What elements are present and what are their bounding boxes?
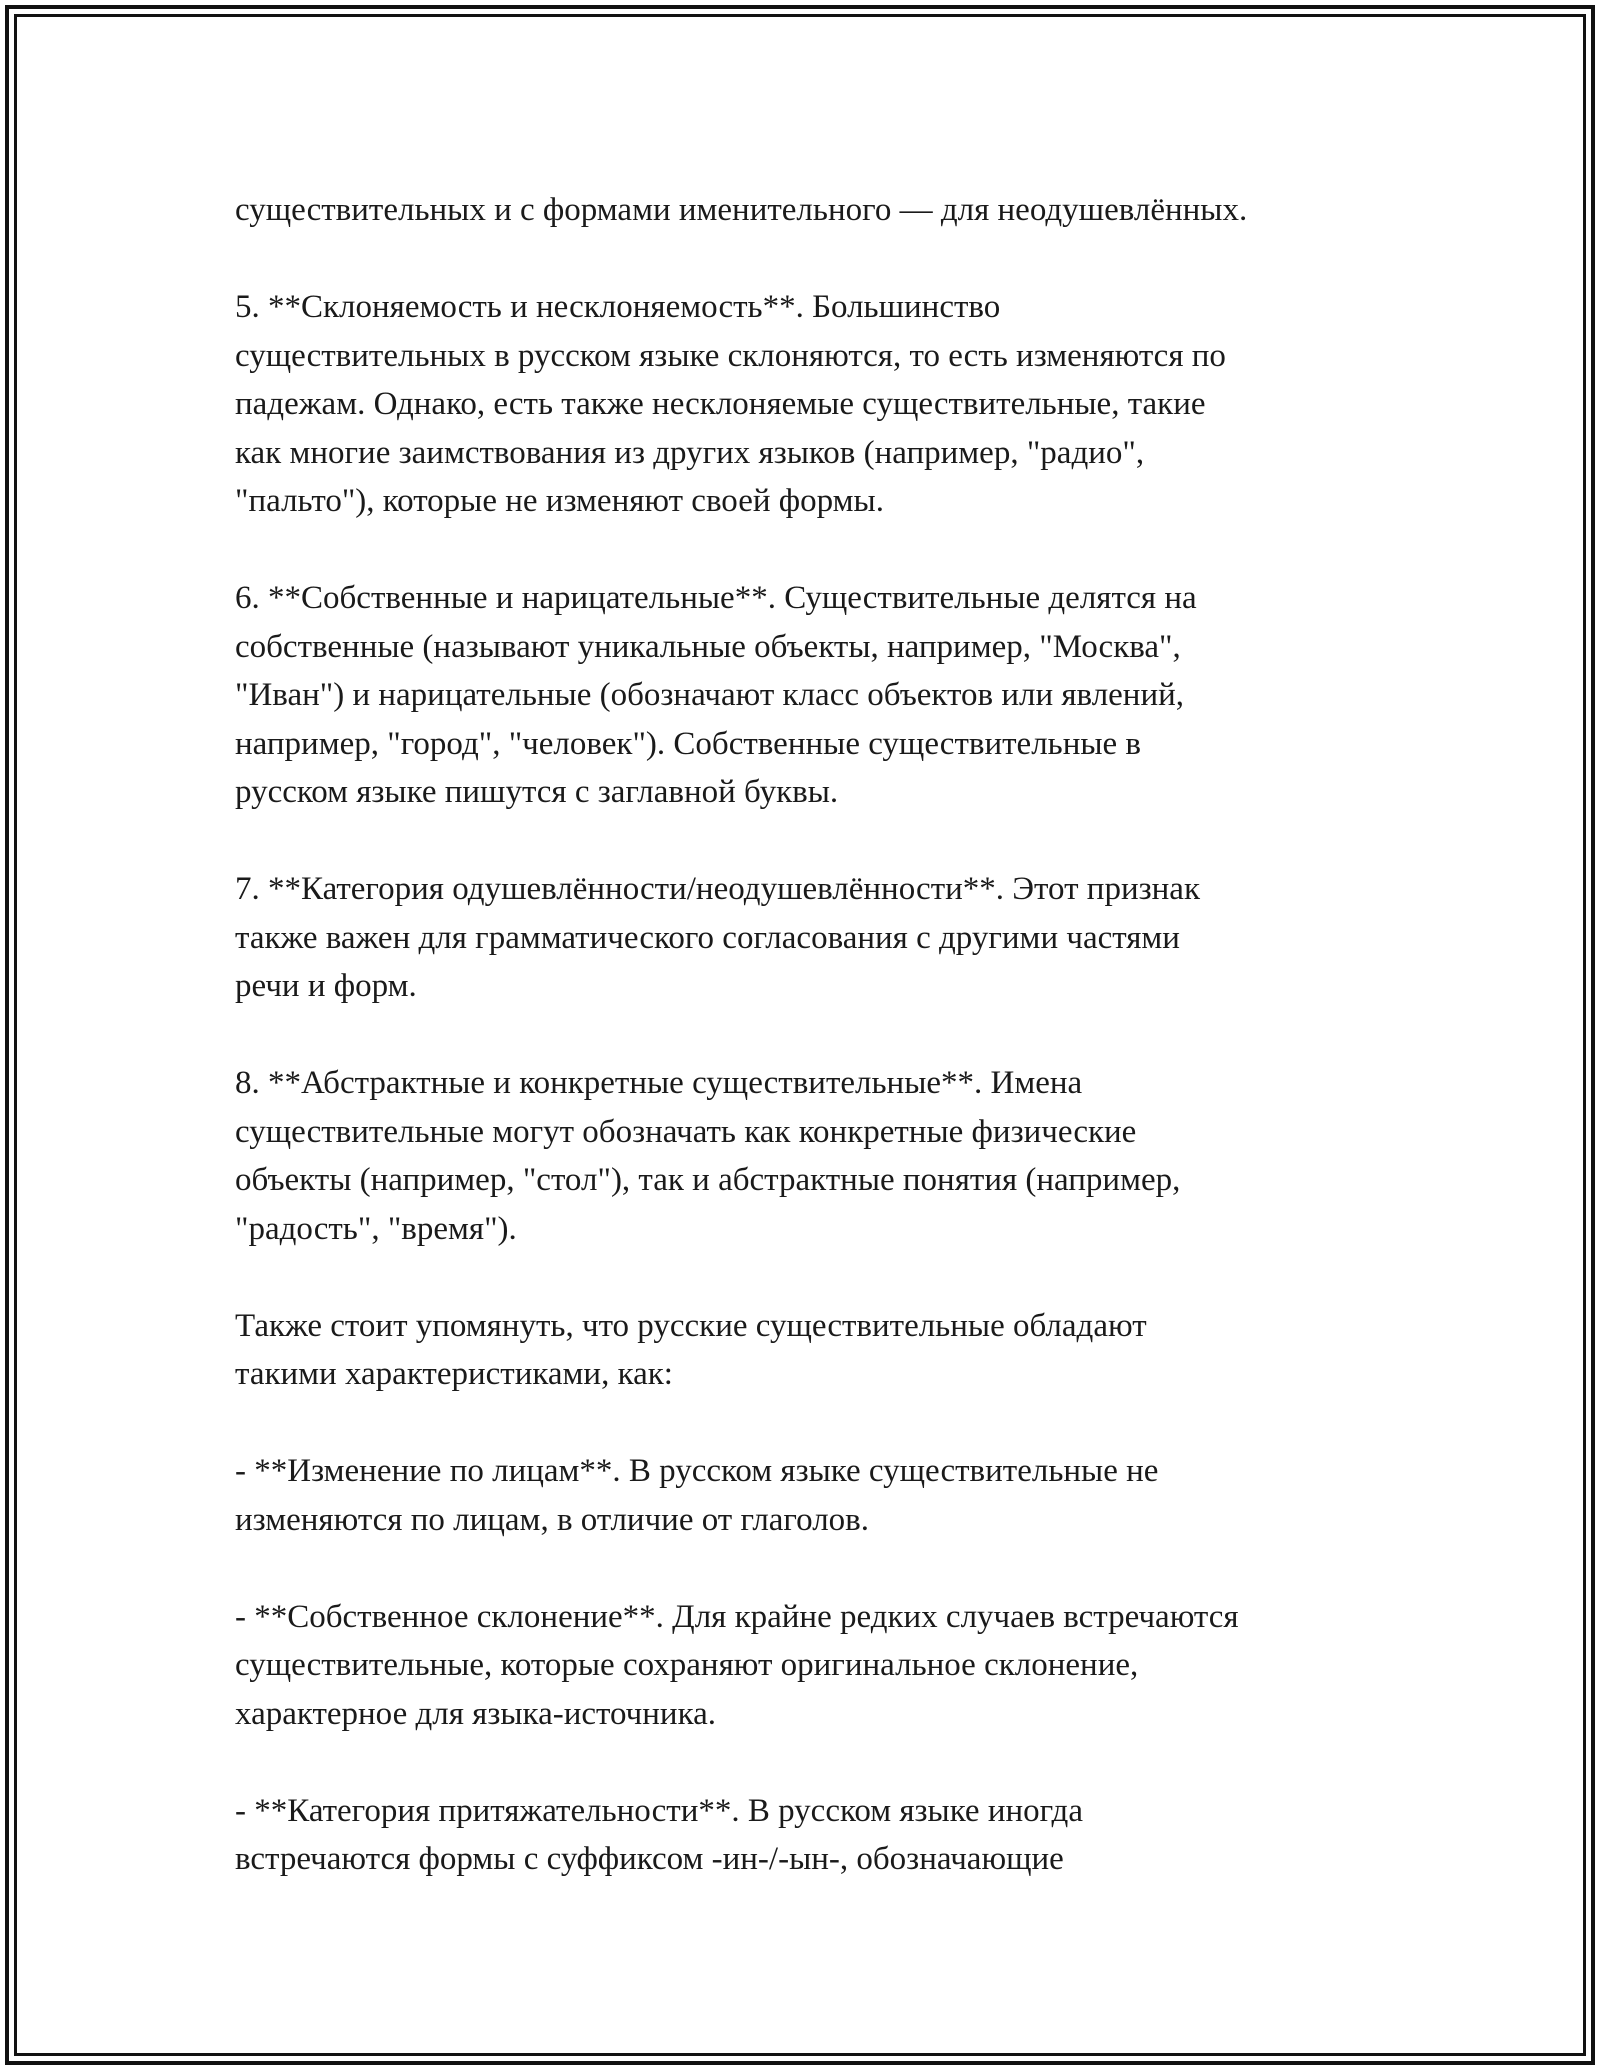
paragraph-continuation: существительных и с формами именительного — для неодушевлённых. xyxy=(235,192,1248,228)
paragraph-intro-characteristics: Также стоит упомянуть, что русские существительные обладают такими характеристиками, как: xyxy=(235,1307,1147,1392)
bullet-person-change: - **Изменение по лицам**. В русском языке существительные не изменяются по лицам, в отличие от глаголов. xyxy=(235,1453,1159,1538)
document-body xyxy=(235,186,1385,1884)
bullet-own-declension: - **Собственное склонение**. Для крайне редких случаев встречаются существительные, которые сохраняют оригинальное склонение, характерное для языка-источника. xyxy=(235,1598,1239,1732)
paragraph-item-5: 5. **Склоняемость и несклоняемость**. Большинство существительных в русском языке склоняются, то есть изменяются по падежам. Однако, есть также несклоняемые существительные, такие как многие заимствования из других языков (например, "радио", "пальто"), которые не изменяют своей формы. xyxy=(235,289,1226,519)
paragraph-item-7: 7. **Категория одушевлённости/неодушевлённости**. Этот признак также важен для грамматического согласования с другими частями речи и форм. xyxy=(235,871,1200,1004)
paragraph-item-8: 8. **Абстрактные и конкретные существительные**. Имена существительные могут обозначать как конкретные физические объекты (например, "стол"), так и абстрактные понятия (например, "радость", "время"). xyxy=(235,1065,1181,1247)
bullet-possessiveness: - **Категория притяжательности**. В русском языке иногда встречаются формы с суффиксом -ин-/-ын-, обозначающие xyxy=(235,1792,1083,1877)
paragraph-item-6: 6. **Собственные и нарицательные**. Существительные делятся на собственные (называют уникальные объекты, например, "Москва", "Иван") и нарицательные (обозначают класс объектов или явлений, например, "город", "человек"). Собственные существительные в русском языке пишутся с заглавной буквы. xyxy=(235,580,1197,810)
